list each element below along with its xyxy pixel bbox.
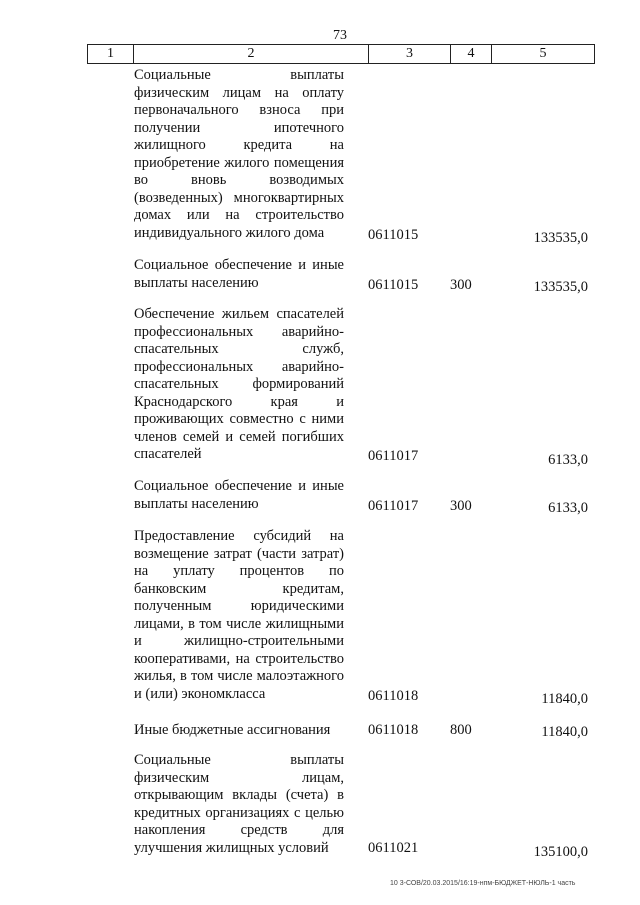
row-code: 0611017 — [368, 498, 419, 514]
header-col-2: 2 — [134, 45, 369, 63]
row-code: 0611018 — [368, 688, 419, 704]
page-number: 73 — [333, 28, 347, 43]
row-description: Социальное обеспечение и иные выплаты населению — [134, 478, 344, 512]
document-footer: 10 3-СОВ/20.03.2015/16:19-нпм-БЮДЖЕТ-НЮЛЬ-1 часть — [390, 880, 576, 887]
header-col-4: 4 — [451, 45, 492, 63]
row-sum: 135100,0 — [533, 844, 588, 860]
row-code: 0611017 — [368, 448, 419, 464]
row-sum: 11840,0 — [541, 691, 588, 707]
header-col-1: 1 — [88, 45, 134, 63]
row-description: Иные бюджетные ассигнования — [134, 722, 331, 738]
row-sum: 6133,0 — [548, 500, 588, 516]
header-col-3: 3 — [369, 45, 451, 63]
table-header — [87, 44, 595, 64]
row-description: Социальное обеспечение и иные выплаты населению — [134, 257, 344, 291]
row-description: Обеспечение жильем спасателей профессиональных аварийно-спасательных служб, профессиональных аварийно-спасательных формирований Краснодарского края и проживающих совместно с ними членов семей и семей погибших спасателей — [134, 306, 344, 462]
row-sum: 6133,0 — [548, 452, 588, 468]
row-kind: 800 — [450, 722, 472, 738]
row-description: Социальные выплаты физическим лицам, открывающим вклады (счета) в кредитных организациях с целью накопления средств для улучшения жилищных условий — [134, 752, 344, 856]
row-code: 0611015 — [368, 277, 419, 293]
row-description: Предоставление субсидий на возмещение затрат (части затрат) на уплату процентов по банковским кредитам, полученным юридическими лицами, в том числе жилищными и жилищно-строительными кооперативами, на строительство жилья, в том числе малоэтажного и (или) экономкласса — [134, 528, 344, 702]
row-code: 0611015 — [368, 227, 419, 243]
row-sum: 11840,0 — [541, 724, 588, 740]
row-code: 0611018 — [368, 722, 419, 738]
row-kind: 300 — [450, 277, 472, 293]
row-kind: 300 — [450, 498, 472, 514]
row-sum: 133535,0 — [533, 279, 588, 295]
row-sum: 133535,0 — [533, 230, 588, 246]
header-col-5: 5 — [539, 46, 547, 61]
row-code: 0611021 — [368, 840, 419, 856]
row-description: Социальные выплаты физическим лицам на оплату первоначального взноса при получении ипотечного жилищного кредита на приобретение жилого помещения во вновь возводимых (возведенных) многоквартирных домах или на строительство индивидуального жилого дома — [134, 67, 344, 241]
